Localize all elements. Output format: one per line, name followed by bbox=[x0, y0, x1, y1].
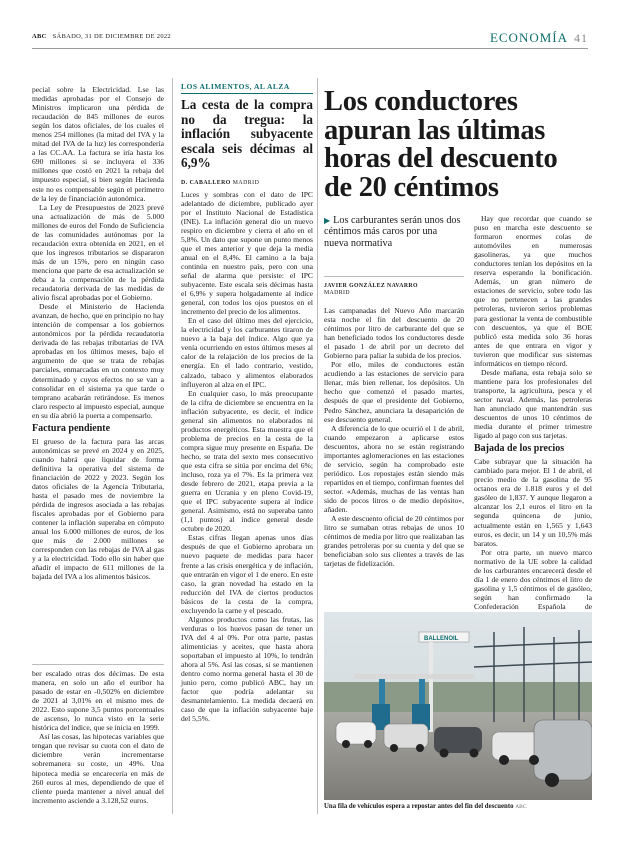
sidebar-story bbox=[181, 82, 313, 723]
main-headline: Los conductores apuran las últimas horas del descuento de 20 céntimos bbox=[324, 86, 558, 203]
col1-paragraph: pecial sobre la Electricidad. Lse las medidas aprobadas por el Consejo de Ministros implicaron una pérdida de recaudación de 845 millones de euros según los datos oficiales, de los cuales el menos 254 millones (la mitad del IVA y la mitad del IVA de la luz) les correspondería a las CC.AA. La factura se iría hasta los 690 millones si se incluyera el 336 millones que costó en 2021 la rebaja del impuesto especial, si bien según Hacienda este no es compensable según el perímetro de la ley de financiación autonómica. bbox=[32, 85, 164, 203]
sidebar-headline: La cesta de la compra no da tregua: la inflación subyacente escala seis décimas al 6,9% bbox=[181, 97, 313, 171]
main-paragraph: A diferencia de lo que ocurrió el 1 de abril, cuando empezaron a aplicarse estos descuentos, ahora no se están registrando importantes aglomeraciones en las estaciones de servicio, según ha comprobado este periódico. Los repostajes están siendo más repartidos en el tiempo, confirman fuentes del sector. «Además, muchas de las ventas han sido de pocos litros o de medio depósito», añaden. bbox=[324, 423, 464, 515]
column-1-bottom bbox=[32, 669, 164, 805]
main-paragraph: Hay que recordar que cuando se puso en marcha este descuento se formaron enormes colas de automóviles en numerosas gasolineras, ya que muchos conductores tenían los depósitos en la reserva esperando la bonificación. Además, un gran número de estaciones de servicio, sobre todo las que no pertenecen a las grandes petroleras, tuvieron serios problemas para gestionar la venta de combustible con descuentos, ya que el BOE publicó esta medida solo 36 horas antes de que entrara en vigor y tuvieron que modificar sus sistemas informáticos en tiempo récord. bbox=[474, 214, 592, 368]
col1b-paragraph: Así las cosas, las hipotecas variables que tengan que revisar su cuota con el dato de diciembre verán incrementarse sobremanera su coste, un 49%. Una hipoteca media se encarecería en más de 260 euros al mes, dependiendo de que el cliente pueda mantener a nivel anual del incremento asciende a 3.128,52 euros. bbox=[32, 732, 164, 805]
section-name: ECONOMÍA bbox=[489, 30, 568, 45]
sidebar-paragraph: Estas cifras llegan apenas unos días después de que el Gobierno aprobara un nuevo paquete de medidas para hacer frente a las crisis energética y de inflación, que entrarán en vigor el 1 de enero. En este caso, la gran novedad ha estado en la reducción del IVA de ciertos productos básicos de la cesta de la compra, excluyendo la carne y el pescado. bbox=[181, 533, 313, 615]
page-header bbox=[32, 30, 588, 48]
header-left bbox=[32, 33, 171, 40]
main-paragraph: Las campanadas del Nuevo Año marcarán esta noche el fin del descuento de 20 céntimos por litro de carburante del que se han beneficiado todos los conductores desde el pasado 1 de abril por un decreto del Gobierno para paliar la subida de los precios. bbox=[324, 306, 464, 361]
byline-rule bbox=[324, 276, 464, 277]
main-paragraph: A este descuento oficial de 20 céntimos por litro se sumaban otras rebajas de unos 10 céntimos de media por litro que realizaban las grandes petroleras por su cuenta y del que se beneficiaban solo sus clientes a través de las tarjetas de fidelización. bbox=[324, 514, 464, 569]
main-paragraph: Por otra parte, un nuevo marco normativo de la UE sobre la calidad de los carburantes encarecerá desde el día 1 de enero dos céntimos el litro de gasolina y 1,5 céntimos el de gasóleo, según han confirmado la Confederación Española de bbox=[474, 547, 592, 611]
col-separator bbox=[317, 78, 318, 814]
main-byline bbox=[324, 283, 464, 297]
main-deck bbox=[324, 215, 464, 249]
gas-station-photo bbox=[324, 612, 592, 800]
column-1-top bbox=[32, 85, 164, 581]
col1-paragraph: Desde el Ministerio de Hacienda avanzan, de hecho, que en principio no hay intención de compensar a los gobiernos autonómicos por la pérdida recaudatoria derivada de las rebajas tributarias de IVA aprobadas en los últimos meses, bajo el argumento de que se trata de rebajas parciales, enmarcadas en un contexto muy determinado y cuyos efectos no se van a consolidar en el sistema ya que tarde o temprano acabarán retirándose. Es menos claro respecto al impuesto especial, aunque en su día abrió la puerta a compensarlo. bbox=[32, 302, 164, 420]
col1-divider bbox=[32, 664, 164, 665]
header-right bbox=[490, 30, 588, 46]
col1b-paragraph: ber escalado otras dos décimas. De esta manera, en solo un año el euríbor ha pasado de estar en -0,502% en diciembre de 2021 al 3,01% en el mismo mes de 2022. Esto supone 3,5 puntos porcentuales de ascenso, lo nunca visto en la serie histórica del índice, que se inicia en 1999. bbox=[32, 669, 164, 733]
page-number: 41 bbox=[574, 31, 588, 45]
sidebar-paragraph: En cualquier caso, lo más preocupante de la cifra de diciembre se encuentra en la inflación subyacente, es decir, el índice general sin alimentos no elaborados ni productos energéticos. Esta muestra que el problema de precios en la cesta de la compra sigue muy presente en España. De hecho, se trata del sexto mes consecutivo que esta cifra se sitúa por encima del 6%; incluso, roza ya el 7%. Es la primera vez desde febrero de 2021, etapa previa a la guerra en Ucrania y en pleno Covid-19, que el IPC subyacente supera al índice general. Asimismo, está no superaba tanto (1,1 puntos) al índice general desde octubre de 2020. bbox=[181, 388, 313, 534]
main-subheading: Bajada de los precios bbox=[474, 443, 565, 455]
sidebar-author: D. CABALLERO bbox=[181, 179, 231, 186]
sidebar-city: MADRID bbox=[232, 179, 260, 186]
col-separator bbox=[172, 78, 173, 814]
photo-credit: ABC bbox=[515, 804, 527, 810]
main-paragraph: Cabe subrayar que la situación ha cambiado para mejor. El 1 de abril, el precio medio de la gasolina de 95 octanos era de 1.818 euros y el del gasóleo de 1,837. Y aunque llegaron a alcanzar los 2,1 euros el litro en la segunda quincena de junio, actualmente están en 1,565 y 1,643 euros, es decir, un 14 y un 10,5% más baratos. bbox=[474, 457, 592, 548]
col1-paragraph: La Ley de Presupuestos de 2023 prevé una actualización de más de 5.000 millones de euros del Fondo de Suficiencia de las comunidades autónomas por la recaudación extra obtenida en 2021, en el que los ingresos tributarios se dispararon más de un 15%, pero en ningún caso menciona que parte de esa actualización se deba a la compensación de la pérdida recaudatoria derivada de las medidas de alivio fiscal aprobadas por el Gobierno. bbox=[32, 202, 164, 303]
photo-caption bbox=[324, 803, 592, 811]
main-paragraph: Desde mañana, esta rebaja solo se mantiene para los profesionales del transporte, la agricultura, pesca y el sector naval. Además, las petroleras han anunciado que mantendrán sus descuentos de unos 10 céntimos de media durante el primer trimestre ligado al pago con sus tarjetas. bbox=[474, 367, 592, 441]
triangle-bullet-icon: ▶ bbox=[324, 216, 331, 225]
main-column-1 bbox=[324, 306, 464, 568]
col1-paragraph: El grueso de la factura para las arcas autonómicas se prevé en 2024 y en 2025, cuando habrá que liquidar de forma definitiva la operativa del sistema de financiación de 2022 y 2023. Según los datos oficiales de la Agencia Tributaria, hasta el pasado mes de noviembre la pérdida de ingresos asociada a las rebajas fiscales aprobadas por el Gobierno para contener la inflación superaba en cómputo anual los 6.000 millones de euros, de los que más de 2.000 millones se corresponden con las rebajas de IVA al gas y a la electricidad. Todo ello sin haber que añadir el impacto de 611 millones de la bajada del IVA a los alimentos básicos. bbox=[32, 436, 164, 582]
photo-illustration bbox=[324, 612, 592, 800]
sidebar-paragraph: Luces y sombras con el dato de IPC adelantado de diciembre, publicado ayer por el Instituto Nacional de Estadística (INE). La inflación general dio un nuevo respiro en diciembre y cierra el año en el 5,8%. Un dato que supone un punto menos que el mes anterior y que deja la media anual en el 8,4%. El camino a la baja continúa en nuestro país, pero con una señal de alarma que persiste: el IPC subyacente. Este escala seis décimas hasta el 6,9% y supera holgadamente al índice general, con todos los ojos puestos en el incremento del precio de los alimentos. bbox=[181, 189, 313, 317]
deck-text: Los carburantes serán unos dos céntimos más caros por una nueva normativa bbox=[324, 215, 461, 249]
header-rule bbox=[32, 48, 588, 49]
main-paragraph: Por ello, miles de conductores están acudiendo a las estaciones de servicio para llenar, más bien rellenar, los depósitos. Un hecho que comenzó el pasado martes, después de que el presidente del Gobierno, Pedro Sánchez, anunciara la desaparición de ese descuento general. bbox=[324, 360, 464, 424]
sidebar-byline bbox=[181, 179, 313, 188]
caption-text: Una fila de vehículos espera a repostar antes del fin del descuento bbox=[324, 803, 514, 810]
main-author: JAVIER GONZÁLEZ NAVARRO bbox=[324, 283, 418, 289]
sidebar-paragraph: En el caso del último mes del ejercicio, la electricidad y los carburantes tiraron de nuevo a la baja del índice. Algo que ya venía ocurriendo en estos últimos meses al calor de la relajación de los precios de la energía. En el lado contrario, vestido, calzado, tabaco y alimentos elaborados influyeron al alza en el IPC. bbox=[181, 316, 313, 389]
issue-date: SÁBADO, 31 DE DICIEMBRE DE 2022 bbox=[52, 33, 171, 40]
col1-subheading: Factura pendiente bbox=[32, 422, 111, 434]
sidebar-paragraph: Algunos productos como las frutas, las verduras o los huevos pasan de tener un IVA del 4 al 0%. Por otra parte, pastas alimenticias y aceites, que hasta ahora soportaban el impuesto al 10%, lo tendrán ahora al 5%. Así las cosas, si se mantienen dentro como norma general hasta el 30 de junio pero, como publicó ABC, hay un factor que podría adelantar su desmantelamiento. La medida decaerá en caso de que la inflación subyacente baje del 5,5%. bbox=[181, 614, 313, 724]
main-column-2 bbox=[474, 214, 592, 629]
paper-name: ABC bbox=[32, 33, 47, 40]
station-sign: BALLENOIL bbox=[424, 636, 459, 642]
sidebar-kicker: LOS ALIMENTOS, AL ALZA bbox=[181, 82, 313, 94]
main-city: MADRID bbox=[324, 290, 350, 297]
